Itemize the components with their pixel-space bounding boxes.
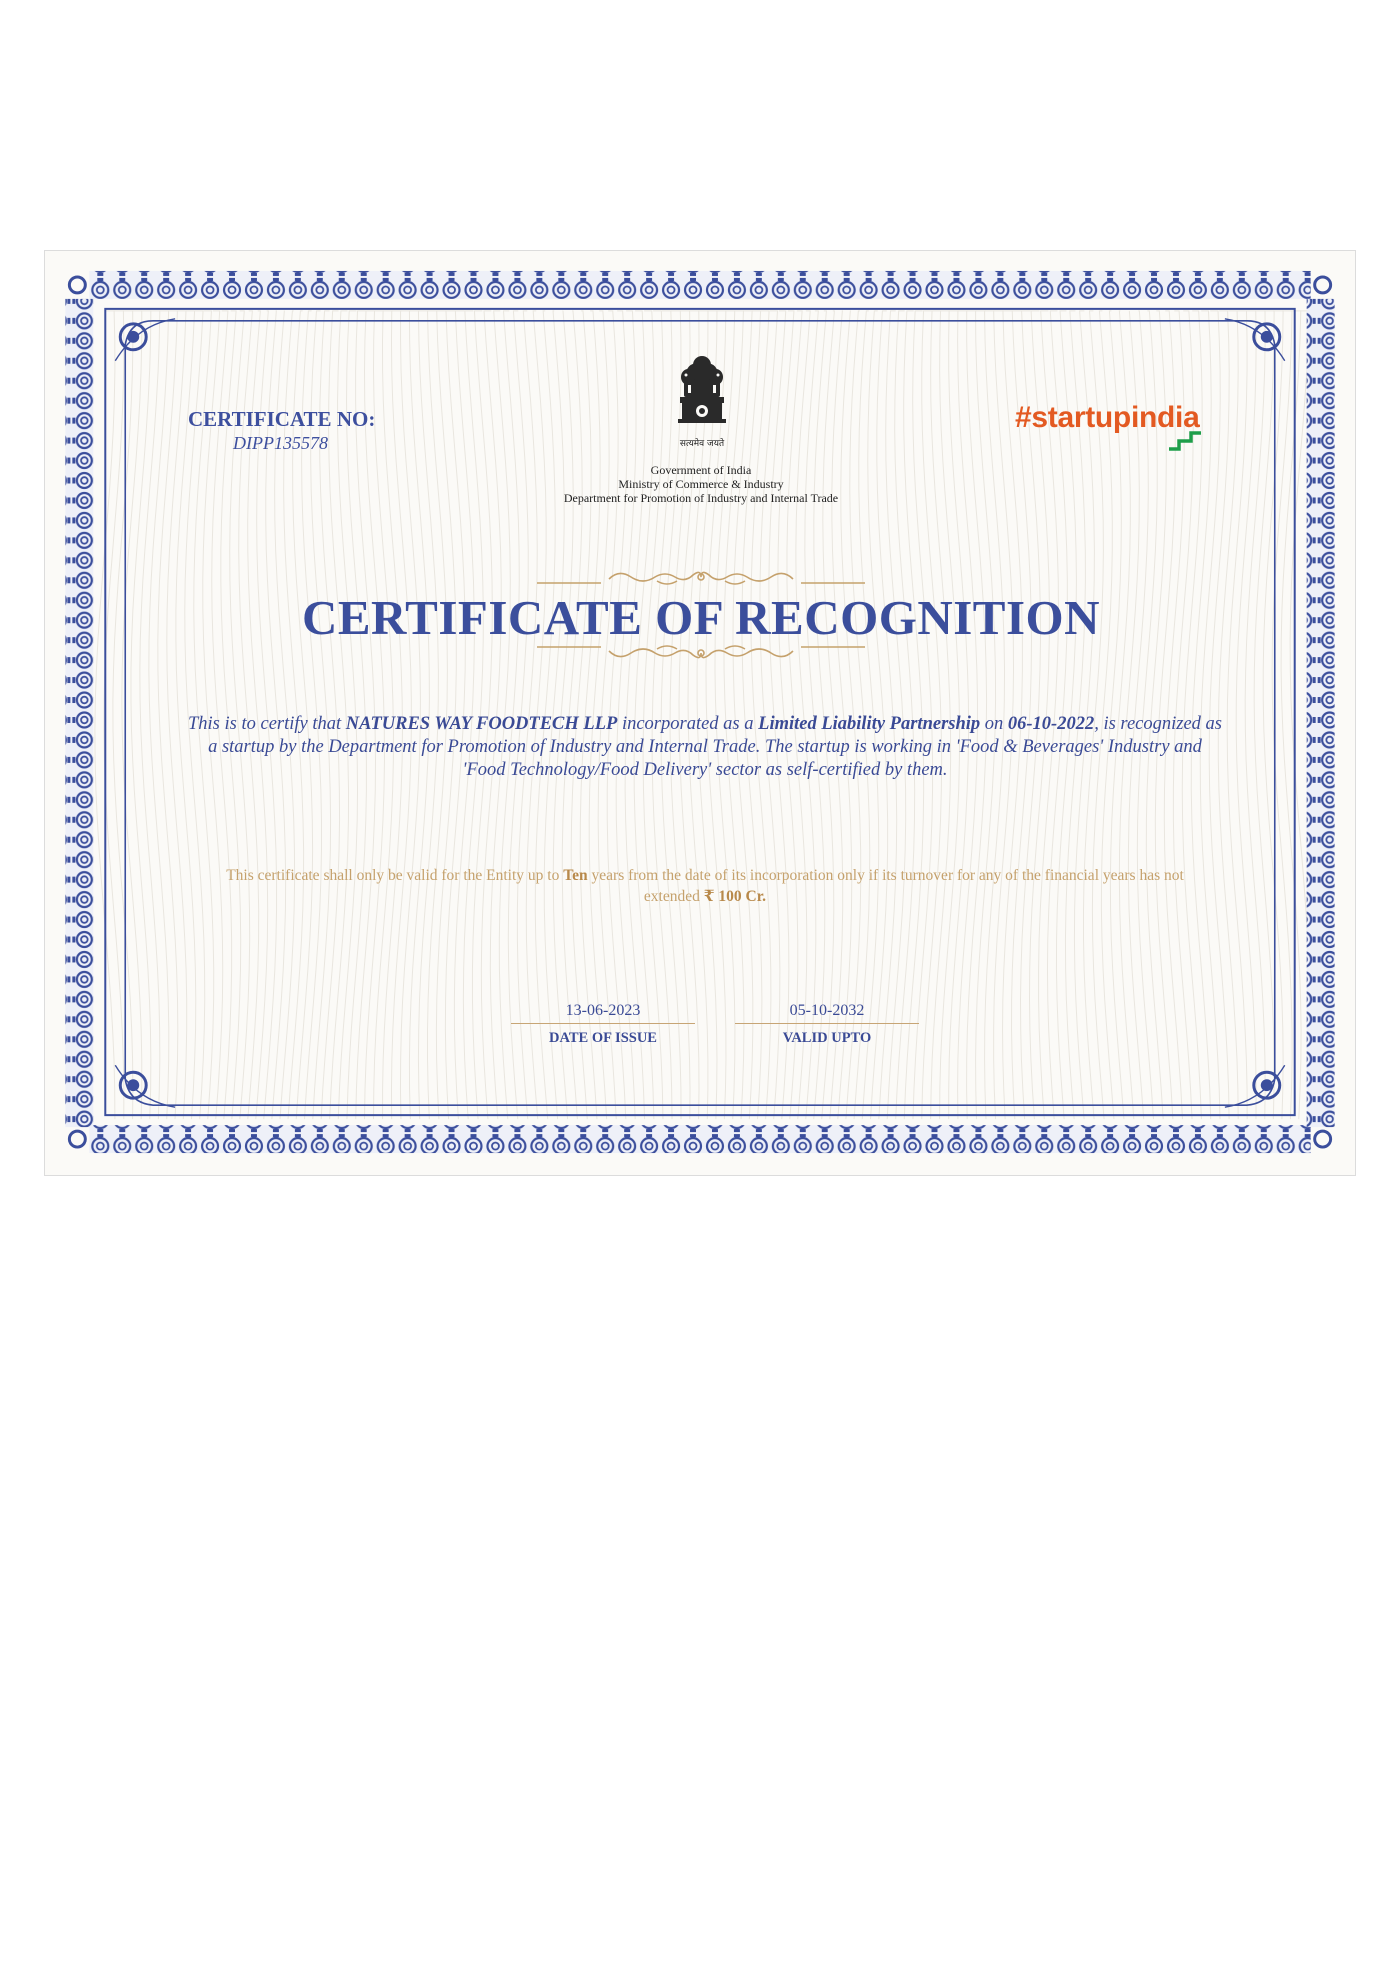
startupindia-logo: #startupindia: [1015, 401, 1200, 434]
statement-recognition: , is recognized as a startup by the Department for Promotion of Industry and Internal Trade. The startup is working in 'Food & Beverages' Industry and 'Food Technology/Food Delivery' sector as self-certified by them.: [208, 714, 1222, 780]
validity-years: Ten: [563, 867, 588, 884]
certification-statement: [185, 713, 1225, 782]
gov-line-1: Government of India: [650, 463, 752, 477]
top-flourish: [537, 565, 865, 589]
entity-type: Limited Liability Partnership: [758, 714, 981, 734]
certificate: [44, 250, 1356, 1176]
turnover-limit: ₹ 100 Cr.: [703, 888, 767, 905]
bottom-flourish: [537, 641, 865, 665]
statement-intro: This is to certify that: [188, 714, 346, 734]
emblem-motto: सत्यमेव जयते: [679, 439, 725, 449]
issue-date: 13-06-2023: [511, 1002, 695, 1024]
certificate-number-label: CERTIFICATE NO:: [188, 407, 376, 431]
startupindia-stairs-icon: [1165, 429, 1205, 451]
incorporation-date: 06-10-2022: [1007, 714, 1095, 734]
national-emblem: [657, 351, 747, 449]
government-header: [501, 463, 901, 505]
issue-date-label: DATE OF ISSUE: [549, 1030, 657, 1046]
gov-line-3: Department for Promotion of Industry and Internal Trade: [563, 491, 839, 505]
statement-on: on: [980, 714, 1008, 734]
validity-statement: [225, 865, 1185, 907]
certificate-number-value: DIPP135578: [233, 433, 328, 453]
entity-name: NATURES WAY FOODTECH LLP: [345, 714, 618, 734]
valid-upto-block: [735, 1002, 919, 1047]
validity-condition: years from the date of its incorporation only if its turnover for any of the financial years has not extended: [587, 867, 1184, 905]
valid-upto-label: VALID UPTO: [782, 1030, 872, 1046]
gov-line-2: Ministry of Commerce & Industry: [618, 477, 784, 491]
certificate-title: CERTIFICATE OF RECOGNITION: [301, 590, 1101, 645]
valid-upto-date: 05-10-2032: [735, 1002, 919, 1024]
statement-incorporated: incorporated as a: [617, 714, 759, 734]
issue-date-block: [511, 1002, 695, 1047]
validity-intro: This certificate shall only be valid for the Entity up to: [226, 867, 564, 884]
